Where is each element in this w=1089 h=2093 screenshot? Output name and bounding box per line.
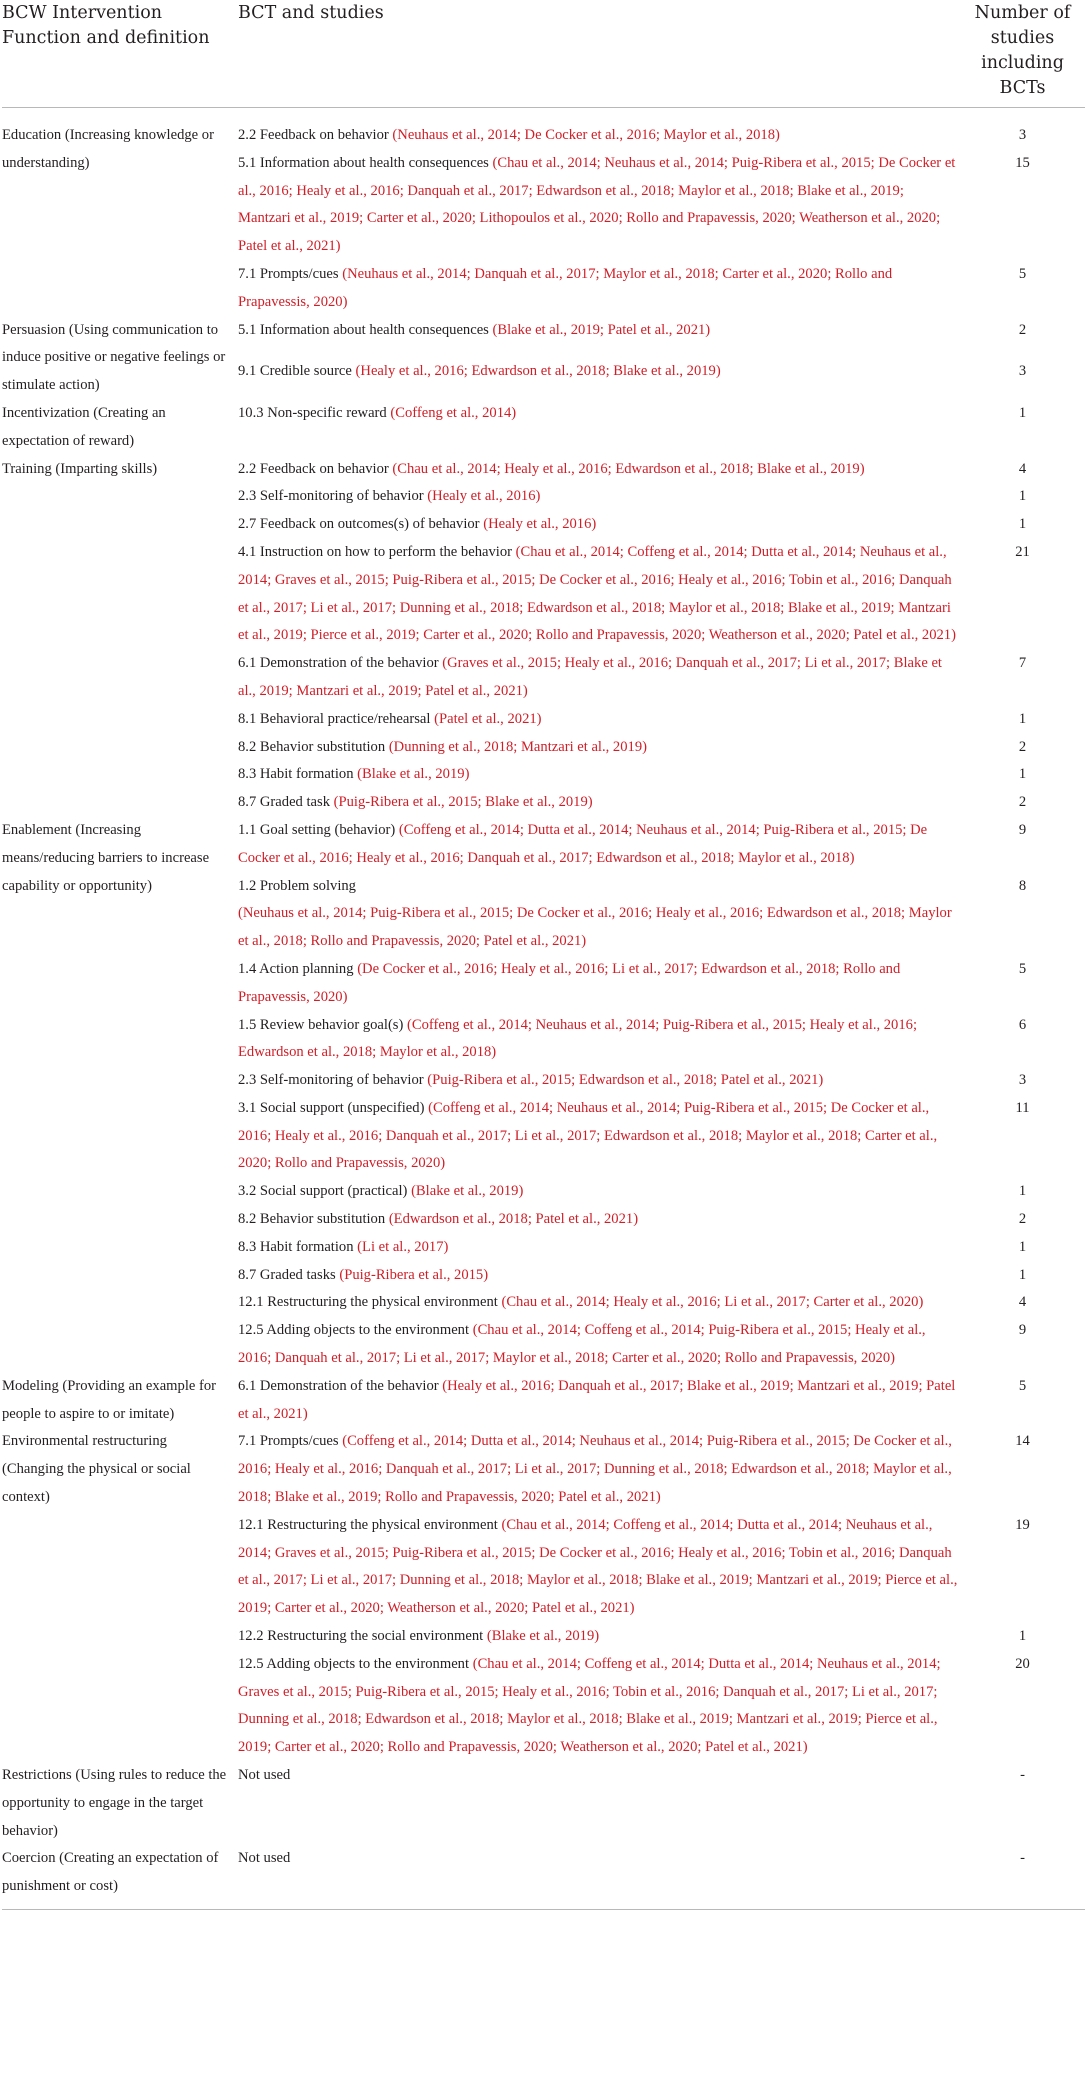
- bct-cell: [236, 1623, 960, 1651]
- study-citations: (Chau et al., 2014; Coffeng et al., 2014; Dutta et al., 2014; Neuhaus et al., 2014; Graves et al., 2015; Puig-Ribera et al., 2015; De Cocker et al., 2016; Healy et al., 2016; Tobin et al., 2016; Danquah et al., 2017; Li et al., 2017; Dunning et al., 2018; Edwardson et al., 2018; Maylor et al., 2018; Blake et al., 2019; Mantzari et al., 2019; Pierce et al., 2019; Carter et al., 2020; Rollo and Prapavessis, 2020; Weatherson et al., 2020; Patel et al., 2021): [238, 543, 956, 644]
- study-citations: (Neuhaus et al., 2014; Puig-Ribera et al., 2015; De Cocker et al., 2016; Healy et al., 2016; Edwardson et al., 2018; Maylor et al., 2018; Rollo and Prapavessis, 2020; Patel et al., 2021): [238, 905, 952, 950]
- intervention-function-name: Incentivization: [2, 404, 90, 421]
- bct-cell: [236, 108, 960, 150]
- study-citations: (Puig-Ribera et al., 2015): [339, 1266, 489, 1283]
- study-count: -: [960, 1845, 1085, 1909]
- intervention-function-cell: [2, 317, 236, 400]
- bct-label: 12.1 Restructuring the physical environment: [238, 1516, 498, 1533]
- bct-label: Not used: [238, 1850, 291, 1867]
- bct-cell: [236, 1178, 960, 1206]
- study-citations: (Blake et al., 2019): [357, 766, 470, 783]
- bct-cell: [236, 761, 960, 789]
- table-row: [2, 456, 1085, 484]
- bct-label: 1.2 Problem solving: [238, 877, 356, 894]
- bct-label: 6.1 Demonstration of the behavior: [238, 655, 439, 672]
- intervention-function-definition: (Creating an expectation of reward): [2, 404, 166, 449]
- study-count: -: [1020, 1767, 1025, 1784]
- study-count: 1: [1018, 1183, 1027, 1200]
- bct-cell: [236, 1651, 960, 1762]
- bct-cell: [236, 358, 960, 400]
- study-count: 9: [1018, 821, 1027, 838]
- bct-label: 4.1 Instruction on how to perform the behavior: [238, 543, 512, 560]
- bct-cell: [236, 150, 960, 261]
- bct-label: 2.7 Feedback on outcomes(s) of behavior: [238, 516, 480, 533]
- intervention-function-definition: (Changing the physical or social context): [2, 1461, 191, 1506]
- bct-label: 1.4 Action planning: [238, 960, 354, 977]
- bct-cell: [236, 1234, 960, 1262]
- bct-cell: [236, 1012, 960, 1068]
- bct-cell: [236, 1067, 960, 1095]
- study-citations: (Healy et al., 2016; Edwardson et al., 2018; Blake et al., 2019): [355, 363, 721, 380]
- study-citations: (Dunning et al., 2018; Mantzari et al., 2019): [388, 738, 647, 755]
- study-citations: (Chau et al., 2014; Coffeng et al., 2014; Dutta et al., 2014; Neuhaus et al., 2014; Graves et al., 2015; Puig-Ribera et al., 2015; Healy et al., 2016; Tobin et al., 2016; Danquah et al., 2017; Li et al., 2017; Dunning et al., 2018; Edwardson et al., 2018; Maylor et al., 2018; Blake et al., 2019; Mantzari et al., 2019; Pierce et al., 2019; Carter et al., 2020; Rollo and Prapavessis, 2020; Weatherson et al., 2020; Patel et al., 2021): [238, 1655, 941, 1756]
- study-count: 1: [1018, 1238, 1027, 1255]
- study-citations: (Blake et al., 2019): [411, 1183, 524, 1200]
- intervention-function-name: Training: [2, 460, 52, 477]
- intervention-function-definition: (Using communication to induce positive or negative feelings or stimulate action): [2, 321, 226, 394]
- bct-label: Not used: [238, 1767, 291, 1784]
- bct-cell: [236, 956, 960, 1012]
- bct-cell: [236, 456, 960, 484]
- table-row: [2, 1428, 1085, 1511]
- intervention-function-cell: [2, 1762, 236, 1845]
- study-citations: (Edwardson et al., 2018; Patel et al., 2021): [388, 1211, 639, 1228]
- study-count: 14: [1015, 1433, 1030, 1450]
- study-count: 2: [1018, 1211, 1027, 1228]
- intervention-function-definition: (Using rules to reduce the opportunity to engage in the target behavior): [2, 1767, 227, 1839]
- intervention-function-definition: (Increasing means/reducing barriers to increase capability or opportunity): [2, 821, 210, 894]
- intervention-function-definition: (Creating an expectation of punishment or cost): [2, 1850, 219, 1895]
- study-citations: (Chau et al., 2014; Coffeng et al., 2014; Puig-Ribera et al., 2015; Healy et al., 2016; Danquah et al., 2017; Li et al., 2017; Maylor et al., 2018; Carter et al., 2020; Rollo and Prapavessis, 2020): [238, 1322, 926, 1367]
- bct-label: 7.1 Prompts/cues: [238, 265, 339, 282]
- study-count: 4: [1018, 460, 1027, 477]
- bct-cell: [236, 650, 960, 706]
- header-count: Number of studies including BCTs: [960, 0, 1085, 108]
- bct-label: 1.5 Review behavior goal(s): [238, 1016, 404, 1033]
- study-citations: (Coffeng et al., 2014; Dutta et al., 2014; Neuhaus et al., 2014; Puig-Ribera et al., 2015; De Cocker et al., 2016; Healy et al., 2016; Danquah et al., 2017; Edwardson et al., 2018; Maylor et al., 2018): [238, 821, 928, 866]
- study-count: 1: [1018, 516, 1027, 533]
- header-row: [2, 0, 1085, 108]
- bct-cell: [236, 1762, 960, 1845]
- bct-label: 8.7 Graded tasks: [238, 1266, 336, 1283]
- bct-label: 5.1 Information about health consequences: [238, 321, 489, 338]
- study-count: 3: [1018, 363, 1027, 380]
- table-row: [2, 108, 1085, 150]
- study-count: 19: [1015, 1516, 1030, 1533]
- bct-cell: [236, 1845, 960, 1909]
- bct-cell: [236, 1262, 960, 1290]
- bct-label: 12.5 Adding objects to the environment: [238, 1322, 470, 1339]
- bct-label: 12.5 Adding objects to the environment: [238, 1655, 470, 1672]
- bct-label: 6.1 Demonstration of the behavior: [238, 1377, 439, 1394]
- study-count: 2: [1018, 321, 1027, 338]
- bct-label: 2.3 Self-monitoring of behavior: [238, 1072, 424, 1089]
- study-citations: (Chau et al., 2014; Neuhaus et al., 2014; Puig-Ribera et al., 2015; De Cocker et al., 2016; Healy et al., 2016; Danquah et al., 2017; Edwardson et al., 2018; Maylor et al., 2018; Blake et al., 2019; Mantzari et al., 2019; Carter et al., 2020; Lithopoulos et al., 2020; Rollo and Prapavessis, 2020; Weatherson et al., 2020; Patel et al., 2021): [238, 154, 956, 255]
- table-row: [2, 400, 1085, 456]
- bct-label: 2.2 Feedback on behavior: [238, 127, 389, 143]
- bct-cell: [236, 706, 960, 734]
- study-count: 5: [1018, 1377, 1027, 1394]
- bct-label: 8.2 Behavior substitution: [238, 738, 386, 755]
- bct-cell: [236, 1095, 960, 1178]
- bct-label: 8.7 Graded task: [238, 794, 330, 811]
- intervention-function-definition: (Providing an example for people to aspire to or imitate): [2, 1377, 217, 1422]
- study-count: 1: [1018, 1628, 1027, 1645]
- bct-label: 7.1 Prompts/cues: [238, 1433, 339, 1450]
- study-count: 1: [1018, 766, 1027, 783]
- study-citations: (Coffeng et al., 2014; Dutta et al., 2014; Neuhaus et al., 2014; Puig-Ribera et al., 2015; De Cocker et al., 2016; Healy et al., 2016; Danquah et al., 2017; Li et al., 2017; Dunning et al., 2018; Edwardson et al., 2018; Maylor et al., 2018; Blake et al., 2019; Rollo and Prapavessis, 2020; Patel et al., 2021): [238, 1433, 952, 1506]
- intervention-function-cell: [2, 456, 236, 817]
- bct-cell: [236, 1206, 960, 1234]
- study-count: 15: [1015, 154, 1030, 171]
- study-count: 1: [1018, 1266, 1027, 1283]
- intervention-function-cell: [2, 1428, 236, 1762]
- bct-label: 2.2 Feedback on behavior: [238, 460, 389, 477]
- study-count: 20: [1015, 1655, 1030, 1672]
- study-citations: (Healy et al., 2016; Danquah et al., 2017; Blake et al., 2019; Mantzari et al., 2019; Patel et al., 2021): [238, 1377, 956, 1422]
- study-count: 11: [1015, 1099, 1030, 1116]
- study-citations: (Chau et al., 2014; Coffeng et al., 2014; Dutta et al., 2014; Neuhaus et al., 2014; Graves et al., 2015; Puig-Ribera et al., 2015; De Cocker et al., 2016; Healy et al., 2016; Tobin et al., 2016; Danquah et al., 2017; Li et al., 2017; Dunning et al., 2018; Maylor et al., 2018; Blake et al., 2019; Mantzari et al., 2019; Pierce et al., 2019; Carter et al., 2020; Weatherson et al., 2020; Patel et al., 2021): [238, 1516, 958, 1617]
- study-count: 1: [1018, 404, 1027, 421]
- study-citations: (Patel et al., 2021): [434, 710, 542, 727]
- bct-label: 8.3 Habit formation: [238, 766, 354, 783]
- study-count: 6: [1018, 1016, 1027, 1033]
- study-citations: (Puig-Ribera et al., 2015; Edwardson et al., 2018; Patel et al., 2021): [427, 1072, 824, 1089]
- bct-cell: [236, 539, 960, 650]
- bct-cell: [236, 734, 960, 762]
- bct-label: 8.2 Behavior substitution: [238, 1211, 386, 1228]
- study-citations: (Blake et al., 2019): [486, 1628, 600, 1645]
- study-count: 2: [1018, 794, 1027, 811]
- intervention-function-cell: [2, 1845, 236, 1909]
- table-row: [2, 817, 1085, 873]
- intervention-function-cell: [2, 400, 236, 456]
- intervention-function-name: Coercion: [2, 1850, 56, 1867]
- study-count: 2: [1018, 738, 1027, 755]
- study-count: 3: [1018, 127, 1027, 143]
- intervention-function-definition: (Imparting skills): [55, 460, 158, 477]
- study-count: 7: [1018, 655, 1027, 672]
- intervention-function-name: Persuasion: [2, 321, 66, 338]
- bct-cell: [236, 1289, 960, 1317]
- intervention-function-name: Enablement: [2, 821, 72, 838]
- study-citations: (De Cocker et al., 2016; Healy et al., 2016; Li et al., 2017; Edwardson et al., 2018; Rollo and Prapavessis, 2020): [238, 960, 901, 1005]
- bct-label: 8.1 Behavioral practice/rehearsal: [238, 710, 431, 727]
- intervention-function-name: Education: [2, 127, 62, 143]
- study-citations: (Li et al., 2017): [357, 1238, 449, 1255]
- table-row: [2, 1845, 1085, 1909]
- study-citations: (Healy et al., 2016): [427, 488, 541, 505]
- study-citations: (Healy et al., 2016): [483, 516, 597, 533]
- bct-cell: [236, 511, 960, 539]
- study-count: 8: [1018, 877, 1027, 894]
- bct-cell: [236, 817, 960, 873]
- bct-table: [2, 0, 1085, 1910]
- study-count: 21: [1015, 543, 1030, 560]
- study-count: 1: [1018, 710, 1027, 727]
- bct-label: 12.1 Restructuring the physical environment: [238, 1294, 498, 1311]
- bct-label: 1.1 Goal setting (behavior): [238, 821, 396, 838]
- bct-cell: [236, 873, 960, 956]
- study-citations: (Coffeng et al., 2014): [390, 404, 517, 421]
- table-row: [2, 317, 1085, 359]
- bct-cell: [236, 317, 960, 359]
- bct-cell: [236, 1428, 960, 1511]
- study-count: 9: [1018, 1322, 1027, 1339]
- bct-cell: [236, 483, 960, 511]
- bct-label: 12.2 Restructuring the social environment: [238, 1628, 484, 1645]
- study-citations: (Puig-Ribera et al., 2015; Blake et al., 2019): [333, 794, 593, 811]
- intervention-function-name: Environmental restructuring: [2, 1433, 167, 1450]
- header-function: BCW Intervention Function and definition: [2, 0, 236, 108]
- study-citations: (Neuhaus et al., 2014; De Cocker et al., 2016; Maylor et al., 2018): [392, 127, 780, 143]
- bct-cell: [236, 1317, 960, 1373]
- table-row: [2, 1762, 1085, 1845]
- intervention-function-name: Modeling: [2, 1377, 59, 1394]
- bct-cell: [236, 400, 960, 456]
- study-citations: (Blake et al., 2019; Patel et al., 2021): [492, 321, 711, 338]
- intervention-function-definition: (Increasing knowledge or understanding): [2, 127, 214, 171]
- intervention-function-cell: [2, 108, 236, 317]
- study-count: 1: [1018, 488, 1027, 505]
- study-count: 3: [1018, 1072, 1027, 1089]
- bct-label: 8.3 Habit formation: [238, 1238, 354, 1255]
- header-bct: BCT and studies: [236, 0, 960, 108]
- table-body: [2, 108, 1085, 1910]
- bct-cell: [236, 261, 960, 317]
- study-citations: (Coffeng et al., 2014; Neuhaus et al., 2014; Puig-Ribera et al., 2015; Healy et al., 2016; Edwardson et al., 2018; Maylor et al., 2018): [238, 1016, 918, 1061]
- bct-label: 3.2 Social support (practical): [238, 1183, 408, 1200]
- study-count: 5: [1018, 960, 1027, 977]
- bct-cell: [236, 789, 960, 817]
- bct-label: 2.3 Self-monitoring of behavior: [238, 488, 424, 505]
- bct-label: 3.1 Social support (unspecified): [238, 1099, 425, 1116]
- study-count: 5: [1018, 265, 1027, 282]
- study-citations: (Coffeng et al., 2014; Neuhaus et al., 2014; Puig-Ribera et al., 2015; De Cocker et al., 2016; Healy et al., 2016; Danquah et al., 2017; Li et al., 2017; Edwardson et al., 2018; Maylor et al., 2018; Carter et al., 2020; Rollo and Prapavessis, 2020): [238, 1099, 938, 1172]
- bct-label: 10.3 Non-specific reward: [238, 404, 387, 421]
- bct-cell: [236, 1373, 960, 1429]
- study-citations: (Chau et al., 2014; Healy et al., 2016; Edwardson et al., 2018; Blake et al., 2019): [392, 460, 865, 477]
- bct-cell: [236, 1512, 960, 1623]
- study-citations: (Graves et al., 2015; Healy et al., 2016; Danquah et al., 2017; Li et al., 2017; Blake et al., 2019; Mantzari et al., 2019; Patel et al., 2021): [238, 655, 942, 699]
- bct-label: 9.1 Credible source: [238, 363, 352, 380]
- study-citations: (Neuhaus et al., 2014; Danquah et al., 2017; Maylor et al., 2018; Carter et al., 2020; Rollo and Prapavessis, 2020): [238, 265, 893, 310]
- intervention-function-cell: [2, 1373, 236, 1429]
- study-citations: (Chau et al., 2014; Healy et al., 2016; Li et al., 2017; Carter et al., 2020): [501, 1294, 924, 1311]
- bct-label: 5.1 Information about health consequences: [238, 154, 489, 171]
- intervention-function-cell: [2, 817, 236, 1373]
- table-row: [2, 1373, 1085, 1429]
- study-count: 4: [1018, 1294, 1027, 1311]
- intervention-function-name: Restrictions: [2, 1767, 72, 1784]
